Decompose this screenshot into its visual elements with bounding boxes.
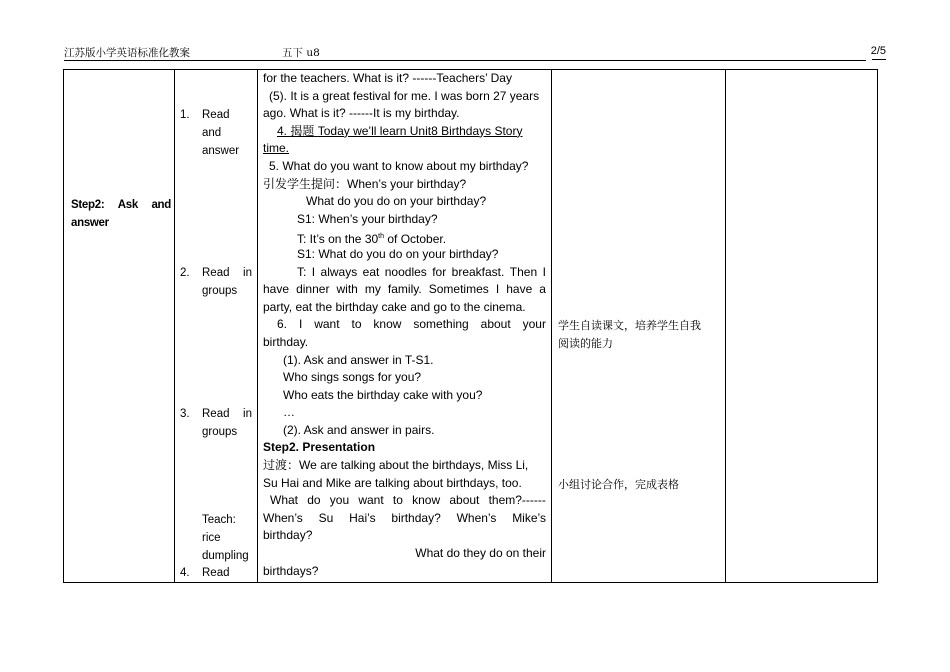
content-line: What do they do on their <box>415 546 546 561</box>
step-title: Step2: Ask and answer <box>71 199 171 229</box>
header-title: 江苏版小学英语标准化教案 <box>64 47 190 59</box>
purpose-note-2: 小组讨论合作，完成表格 <box>558 478 679 491</box>
content-line: Who sings songs for you? <box>283 370 422 385</box>
content-line: Su Hai and Mike are talking about birthdays, too. <box>263 475 522 490</box>
content-line-topic: 4. 揭题 Today we’ll learn Unit8 Birthdays Story <box>277 123 523 138</box>
content-line: time. <box>263 141 290 156</box>
content-line: 过渡：We are talking about the birthdays, Miss Li, <box>263 458 529 473</box>
content-line: Who eats the birthday cake with you? <box>283 387 483 402</box>
content-line: have dinner with my family. Sometimes I have a <box>263 282 546 297</box>
content-line: ago. What is it? ------It is my birthday. <box>263 106 460 121</box>
header-unit: 五下 u8 <box>282 47 320 59</box>
teaching-content <box>263 70 546 580</box>
content-line: (1). Ask and answer in T-S1. <box>283 352 434 367</box>
page-number: 2/5 <box>870 45 886 57</box>
content-line: party, eat the birthday cake and go to the cinema. <box>263 299 526 314</box>
content-line: What do you do on your birthday? <box>306 194 487 209</box>
content-line: When’s Su Hai’s birthday? When’s Mike’s <box>263 510 546 525</box>
content-line: for the teachers. What is it? ------Teachers’ Day <box>263 71 512 85</box>
content-line: S1: What do you do on your birthday? <box>297 246 499 261</box>
content-line: … <box>283 405 295 420</box>
section-heading: Step2. Presentation <box>263 440 376 455</box>
content-line: (2). Ask and answer in pairs. <box>283 422 435 437</box>
content-line: 引发学生提问：When’s your birthday? <box>263 176 467 191</box>
content-line: S1: When’s your birthday? <box>297 211 438 226</box>
content-line: birthday. <box>263 334 309 349</box>
reflection-cell <box>726 70 878 583</box>
content-line: birthdays? <box>263 563 319 578</box>
content-line: 6. I want to know something about your <box>277 317 546 332</box>
page-header <box>64 45 886 61</box>
content-line: (5). It is a great festival for me. I was born 27 years <box>269 88 540 103</box>
purpose-note-1: 学生自读课文，培养学生自我 阅读的能力 <box>558 319 701 350</box>
content-line: 5. What do you want to know about my birthday? <box>269 158 529 173</box>
content-line: What do you want to know about them?------ <box>270 493 546 508</box>
page-number-underline <box>872 59 886 60</box>
content-line: T: I always eat noodles for breakfast. Then I <box>297 264 546 279</box>
content-line: birthday? <box>263 528 313 543</box>
header-rule <box>64 60 866 61</box>
content-line: T: It’s on the 30th of October. <box>297 232 447 247</box>
step-cell <box>64 70 175 583</box>
